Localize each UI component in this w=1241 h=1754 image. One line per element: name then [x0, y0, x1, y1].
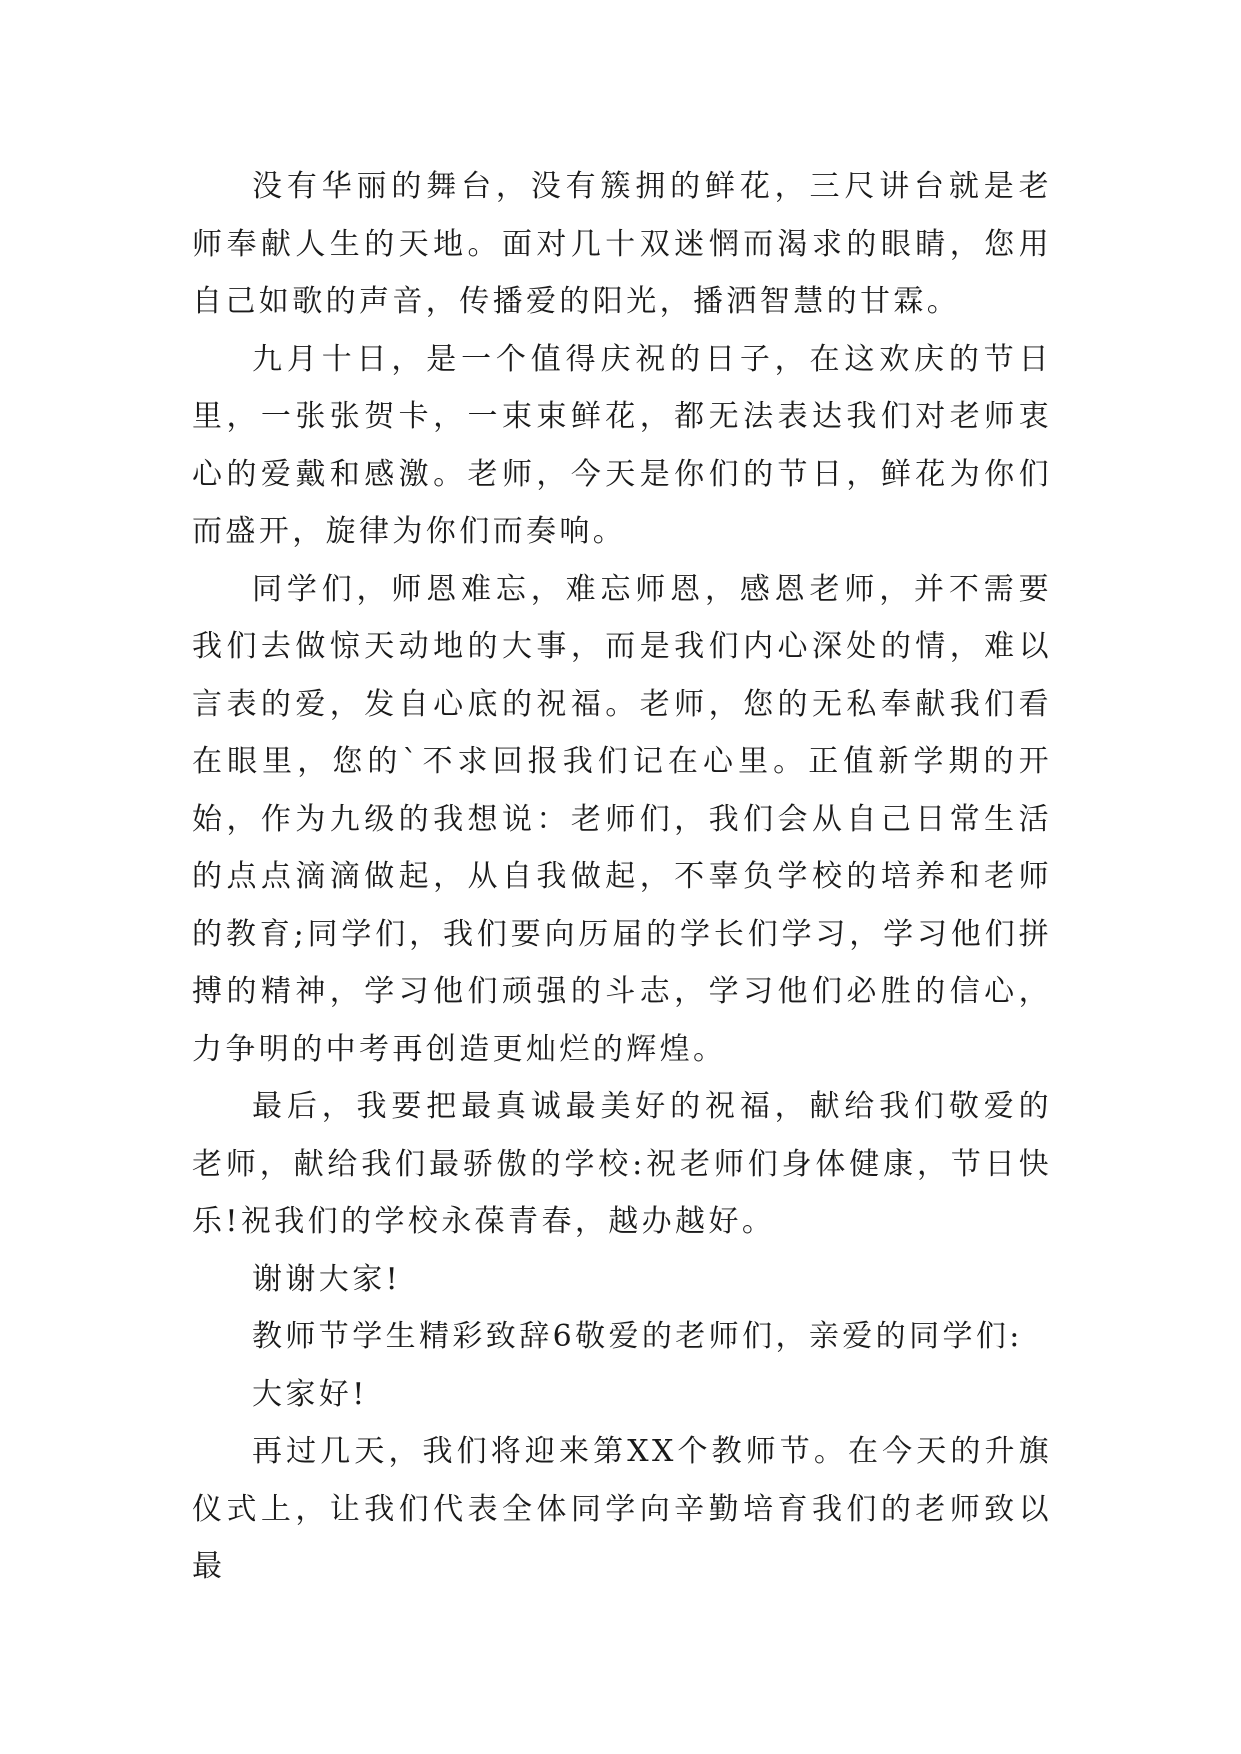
paragraph-teachers-day: 九月十日，是一个值得庆祝的日子，在这欢庆的节日里，一张张贺卡，一束束鲜花，都无法表达我们对老师衷心的爱戴和感激。老师，今天是你们的节日，鲜花为你们而盛开，旋律为你们而奏响。	[192, 341, 1052, 549]
paragraph-gratitude: 同学们，师恩难忘，难忘师恩，感恩老师，并不需要我们去做惊天动地的大事，而是我们内心深处的情，难以言表的爱，发自心底的祝福。老师，您的无私奉献我们看在眼里，您的`不求回报我们记在心里。正值新学期的开始，作为九级的我想说：老师们，我们会从自己日常生活的点点滴滴做起，从自我做起，不辜负学校的培养和老师的教育;同学们，我们要向历届的学长们学习，学习他们拼搏的精神，学习他们顽强的斗志，学习他们必胜的信心，力争明的中考再创造更灿烂的辉煌。	[192, 571, 1052, 1067]
paragraph-speech-heading: 教师节学生精彩致辞6敬爱的老师们，亲爱的同学们:	[252, 1319, 1023, 1354]
paragraph-closing-wishes: 最后，我要把最真诚最美好的祝福，献给我们敬爱的老师，献给我们最骄傲的学校:祝老师们身体健康，节日快乐!祝我们的学校永葆青春，越办越好。	[192, 1089, 1052, 1239]
paragraph-greeting: 大家好!	[252, 1376, 368, 1412]
paragraph-thanks: 谢谢大家!	[252, 1261, 402, 1297]
document-body	[192, 158, 1052, 1596]
paragraph-upcoming-festival: 再过几天，我们将迎来第XX个教师节。在今天的升旗仪式上，让我们代表全体同学向辛勤培育我们的老师致以最	[192, 1434, 1052, 1584]
paragraph-intro: 没有华丽的舞台，没有簇拥的鲜花，三尺讲台就是老师奉献人生的天地。面对几十双迷惘而渴求的眼睛，您用自己如歌的声音，传播爱的阳光，播洒智慧的甘霖。	[192, 169, 1052, 319]
